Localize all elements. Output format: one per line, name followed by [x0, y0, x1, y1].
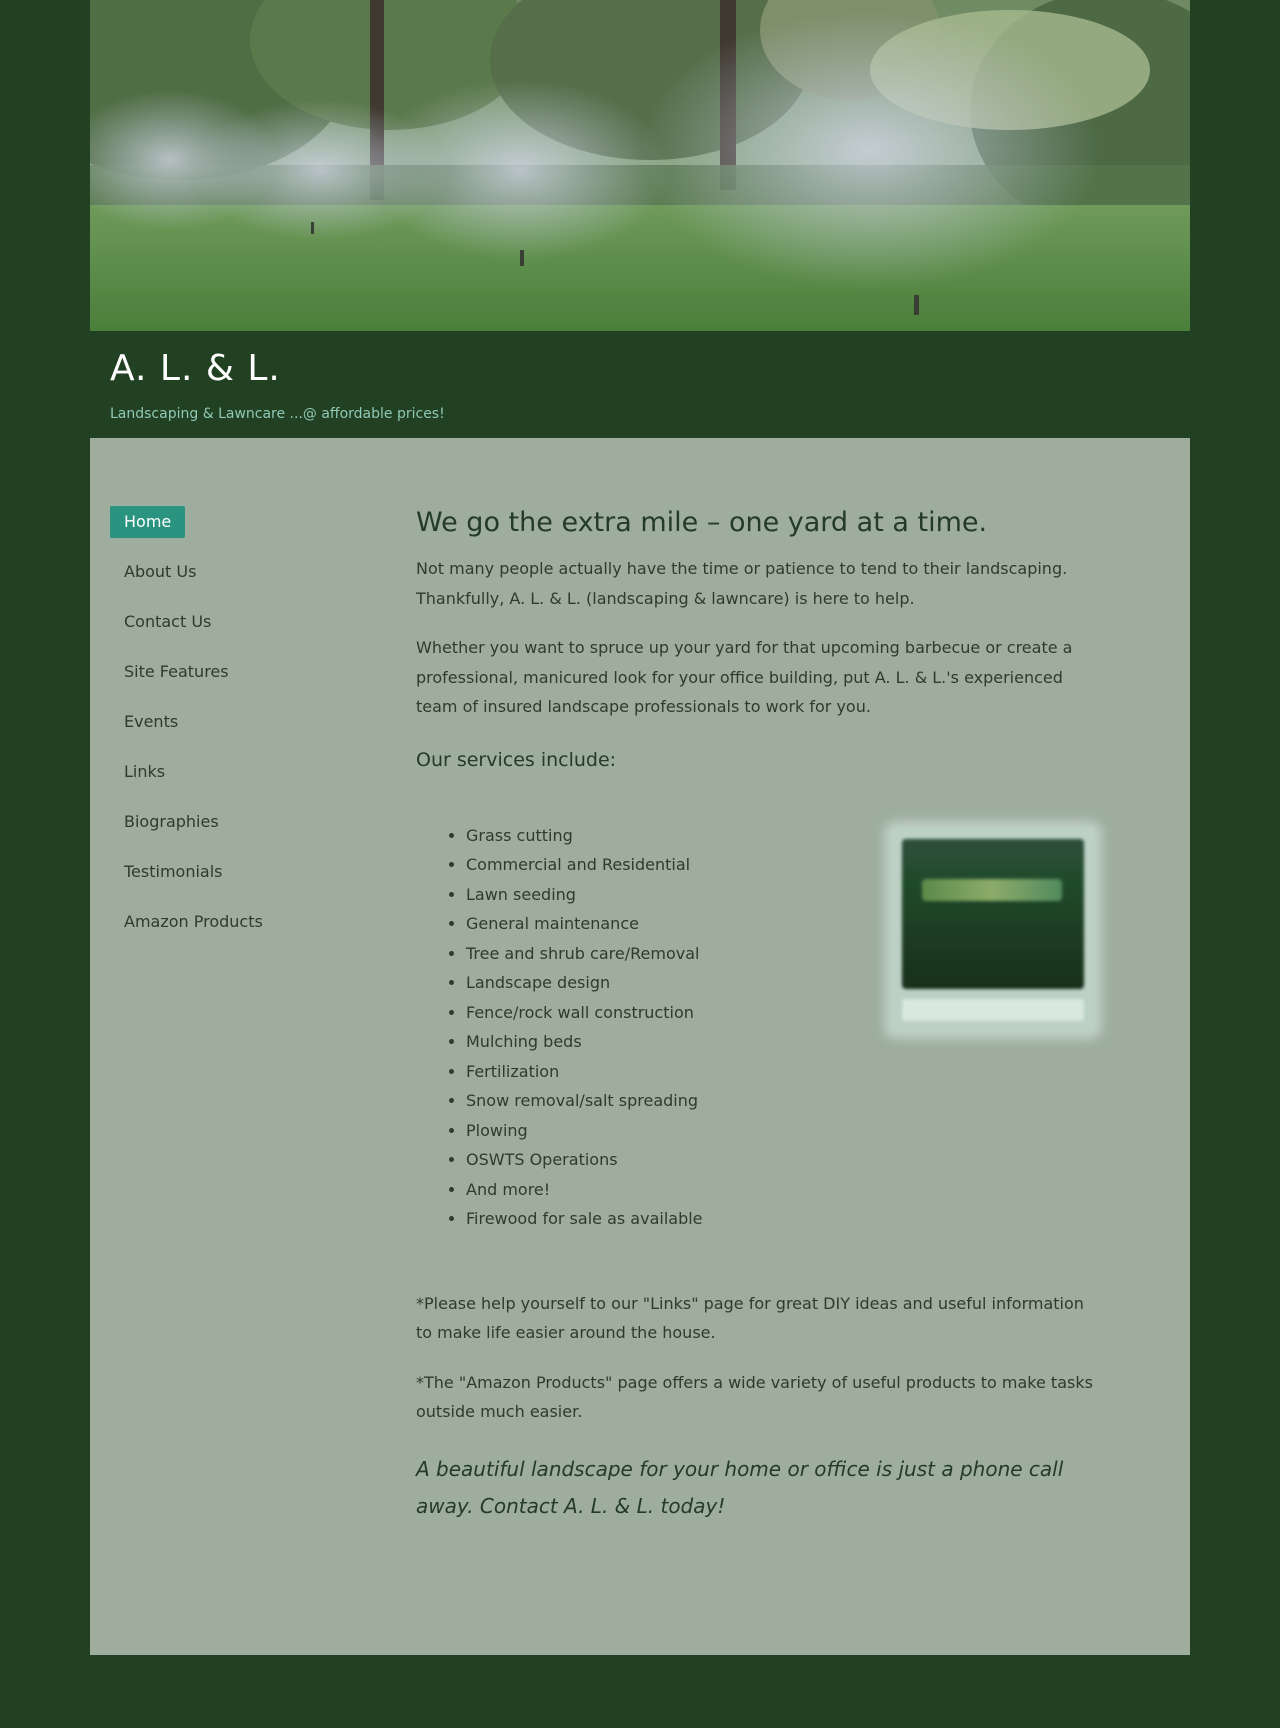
- nav-item-about-us[interactable]: About Us: [124, 562, 197, 581]
- site-header: [90, 331, 1190, 438]
- list-item: • Firewood for sale as available: [466, 1204, 1096, 1234]
- list-item: • Plowing: [466, 1116, 1096, 1146]
- intro-paragraph-2: Whether you want to spruce up your yard for that upcoming barbecue or create a professional, manicured look for your office building, put A. L. & L.'s experienced team of insured landscape professionals to work for you.: [416, 638, 1073, 716]
- list-item: • Commercial and Residential: [466, 850, 1096, 880]
- nav-item-events[interactable]: Events: [124, 712, 179, 731]
- nav-item-site-features[interactable]: Site Features: [124, 662, 229, 681]
- list-item: • Grass cutting: [466, 821, 1096, 851]
- note-links: *Please help yourself to our "Links" page for great DIY ideas and useful information to make life easier around the house.: [416, 1293, 1084, 1342]
- list-item: • Snow removal/salt spreading: [466, 1086, 1096, 1116]
- product-thumbnail-image[interactable]: [890, 827, 1096, 1033]
- list-item: • Tree and shrub care/Removal: [466, 939, 1096, 969]
- intro-paragraph-1: Not many people actually have the time or patience to tend to their landscaping. Thankfully, A. L. & L. (landscaping & lawncare) is here to help.: [416, 559, 1068, 608]
- thumbnail-photo: [902, 839, 1084, 989]
- nav-item-testimonials[interactable]: Testimonials: [124, 862, 223, 881]
- notes-section: [416, 1289, 1096, 1525]
- list-item: • OSWTS Operations: [466, 1145, 1096, 1175]
- nav-item-home[interactable]: Home: [110, 506, 185, 538]
- list-item: • Mulching beds: [466, 1027, 1096, 1057]
- hero-illustration: [90, 0, 1190, 331]
- content-area: [90, 438, 1190, 1655]
- nav-item-contact-us[interactable]: Contact Us: [124, 612, 212, 631]
- nav-item-links[interactable]: Links: [124, 762, 166, 781]
- list-item: • Fence/rock wall construction: [466, 998, 1096, 1028]
- site-title[interactable]: A. L. & L.: [110, 348, 281, 389]
- services-section: [416, 821, 1096, 1251]
- page-wrapper: [90, 0, 1190, 1518]
- hero-image-sprinklers-lawn: [90, 0, 1190, 331]
- list-item: • General maintenance: [466, 909, 1096, 939]
- services-heading: Our services include:: [416, 748, 617, 771]
- list-item: • And more!: [466, 1175, 1096, 1205]
- nav-item-amazon-products[interactable]: Amazon Products: [124, 912, 263, 931]
- list-item: • Lawn seeding: [466, 880, 1096, 910]
- nav-item-biographies[interactable]: Biographies: [124, 812, 219, 831]
- note-amazon: *The "Amazon Products" page offers a wide variety of useful products to make tasks outside much easier.: [416, 1372, 1093, 1421]
- page-heading: We go the extra mile – one yard at a time.: [416, 507, 988, 538]
- main-content: [416, 506, 1096, 1525]
- thumbnail-caption-bar: [902, 999, 1084, 1021]
- list-item: • Landscape design: [466, 968, 1096, 998]
- closing-callout: A beautiful landscape for your home or office is just a phone call away. Contact A. L. & L. today!: [416, 1456, 1064, 1518]
- thumbnail-banner: [922, 879, 1062, 901]
- sidebar-navigation: [110, 506, 340, 956]
- site-tagline: Landscaping & Lawncare ...@ affordable prices!: [110, 406, 445, 422]
- list-item: • Fertilization: [466, 1057, 1096, 1087]
